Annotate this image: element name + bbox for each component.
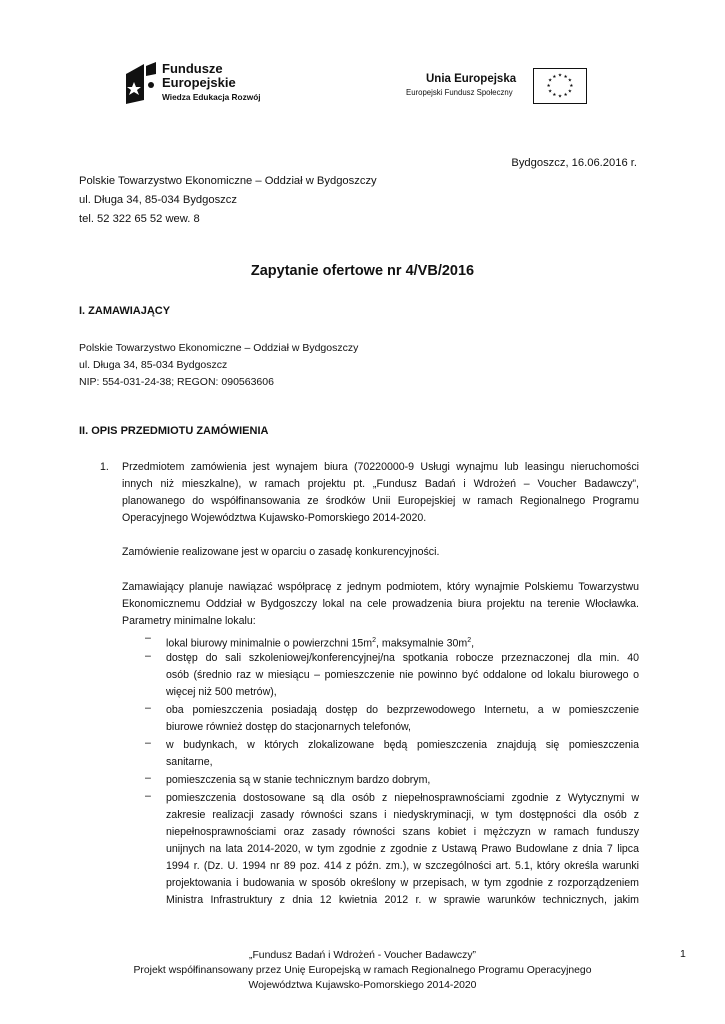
ue-logo-title: Unia Europejska	[426, 73, 517, 85]
bullet-dash: –	[145, 737, 151, 749]
section-heading-opis-przedmiotu: II. OPIS PRZEDMIOTU ZAMÓWIENIA	[79, 425, 269, 437]
bullet-text: lokal biurowy minimalnie o powierzchni 15m	[166, 637, 373, 650]
buyer-name: Polskie Towarzystwo Ekonomiczne – Oddział w Bydgoszczy	[79, 342, 359, 354]
bullet-conference-room	[166, 650, 639, 701]
bullet-text: ,	[471, 637, 475, 650]
svg-text:★: ★	[563, 74, 568, 80]
svg-text:★: ★	[563, 92, 568, 98]
svg-text:★: ★	[547, 89, 553, 95]
bullet-dash: –	[145, 790, 151, 802]
bullet-line: w budynkach, w których zlokalizowane będą pomieszczenia znajdują się pomieszczenia	[166, 739, 639, 751]
fundusze-europejskie-emblem-icon	[124, 60, 158, 104]
bullet-dash: –	[145, 632, 151, 644]
bullet-line: biurowe również dostęp do stacjonarnych telefonów,	[166, 721, 411, 733]
buyer-tax-ids: NIP: 554-031-24-38; REGON: 090563606	[79, 376, 274, 388]
svg-text:★: ★	[546, 83, 551, 89]
eu-flag-icon	[533, 68, 587, 104]
bullet-line: projektowania i budowania w sposób określony w przepisach, w tym zgodnie z rozporządzeniem	[166, 877, 639, 889]
page-number: 1	[680, 948, 686, 960]
paragraph-line: Operacyjnego Województwa Kujawsko-Pomorskiego 2014-2020.	[122, 512, 427, 524]
bullet-line: osób (średnio raz w miesiącu – pomieszczenie nie powinno być oddalone od lokalu biurowego o	[166, 669, 639, 681]
ue-logo-subtitle: Europejski Fundusz Społeczny	[406, 88, 513, 97]
svg-text:★: ★	[569, 83, 574, 89]
bullet-accessibility	[166, 790, 639, 909]
bullet-internet	[166, 702, 639, 736]
svg-text:★: ★	[552, 74, 557, 80]
superscript: 2	[372, 637, 376, 644]
superscript: 2	[467, 637, 472, 644]
sender-organization: Polskie Towarzystwo Ekonomiczne – Oddział w Bydgoszczy	[79, 175, 377, 187]
paragraph-subject	[122, 459, 639, 527]
list-item-number: 1.	[100, 461, 109, 473]
bullet-line: pomieszczenia dostosowane są dla osób z niepełnosprawnościami zgodnie z Wytycznymi w	[166, 792, 639, 804]
fe-logo-line2: Europejskie	[162, 75, 236, 90]
bullet-line: sanitarne,	[166, 756, 213, 768]
buyer-address: ul. Długa 34, 85-034 Bydgoszcz	[79, 359, 228, 371]
bullet-sanitary	[166, 737, 639, 771]
fundusze-europejskie-logo	[124, 60, 274, 108]
sender-address: ul. Długa 34, 85-034 Bydgoszcz	[79, 194, 237, 206]
bullet-line: dostęp do sali szkoleniowej/konferencyjnej/na spotkania robocze przeznaczonej dla min. 40	[166, 652, 639, 664]
bullet-line: unijnych na lata 2014-2020, w tym zgodnie z zgodnie z Ustawą Prawo Budowlane z dnia 7 lipca	[166, 843, 639, 855]
bullet-dash: –	[145, 650, 151, 662]
fe-logo-line3: Wiedza Edukacja Rozwój	[162, 92, 261, 102]
svg-text:★: ★	[557, 73, 563, 79]
bullet-line: pomieszczenia są w stanie technicznym bardzo dobrym,	[166, 774, 431, 786]
paragraph-competition	[122, 544, 639, 561]
paragraph-cooperation	[122, 579, 639, 630]
svg-text:★: ★	[567, 78, 573, 84]
bullet-line: zakresie realizacji zasady równości szans i niedyskryminacji, w tym dostępności dla osób z	[166, 809, 639, 821]
footer-cofinancing: Projekt współfinansowany przez Unię Europejską w ramach Regionalnego Programu Operacyjnego	[133, 965, 592, 976]
paragraph-line: Zamówienie realizowane jest w oparciu o zasadę konkurencyjności.	[122, 546, 440, 558]
bullet-line: niepełnosprawnościami oraz zasady równości szans kobiet i mężczyzn w ramach funduszy	[166, 826, 639, 838]
section-heading-zamawiajacy: I. ZAMAWIAJĄCY	[79, 305, 171, 317]
bullet-line: Ministra Infrastruktury z dnia 12 kwietnia 2012 r. w sprawie warunków technicznych, jakim	[166, 894, 639, 906]
sender-phone: tel. 52 322 65 52 wew. 8	[79, 213, 200, 225]
bullet-text: , maksymalnie 30m	[375, 637, 468, 650]
bullet-area-line	[166, 632, 639, 649]
footer-project-name: „Fundusz Badań i Wdrożeń - Voucher Badawczy”	[249, 950, 476, 961]
svg-text:★: ★	[547, 78, 553, 84]
bullet-dash: –	[145, 702, 151, 714]
paragraph-line: Przedmiotem zamówienia jest wynajem biura (70220000-9 Usługi wynajmu lub leasingu nieruchomości	[122, 461, 639, 473]
footer-program: Województwa Kujawsko-Pomorskiego 2014-2020	[248, 980, 477, 991]
bullet-dash: –	[145, 772, 151, 784]
document-date: Bydgoszcz, 16.06.2016 r.	[511, 157, 637, 169]
bullet-line: więcej niż 500 metrów),	[166, 686, 277, 698]
bullet-line: 1994 r. (Dz. U. 1994 nr 89 poz. 414 z późn. zm.), w szczególności art. 5.1, który określa warunki	[166, 860, 639, 872]
bullet-line: oba pomieszczenia posiadają dostęp do bezprzewodowego Internetu, a w pomieszczenie	[166, 704, 639, 716]
svg-text:★: ★	[552, 92, 557, 98]
paragraph-line: Zamawiający planuje nawiązać współpracę z jednym podmiotem, który wynajmie Polskiemu Towarzystwu	[122, 581, 639, 593]
page-footer	[0, 948, 725, 993]
paragraph-line: Parametry minimalne lokalu:	[122, 615, 256, 627]
svg-text:★: ★	[567, 89, 573, 95]
paragraph-line: Ekonomicznemu Oddział w Bydgoszczy lokal na cele prowadzenia biura projektu na terenie Włocławka.	[122, 598, 639, 610]
svg-text:★: ★	[557, 94, 563, 100]
paragraph-line: innych niż mieszkalne), w ramach projektu pt. „Fundusz Badań i Wdrożeń – Voucher Badawczy”,	[122, 478, 639, 490]
document-title: Zapytanie ofertowe nr 4/VB/2016	[250, 263, 475, 279]
paragraph-line: planowanego do współfinansowania ze środków Unii Europejskiej w ramach Regionalnego Programu	[122, 495, 639, 507]
bullet-condition	[166, 772, 639, 789]
fe-logo-line1: Fundusze	[162, 61, 223, 76]
bullet-area	[166, 632, 639, 649]
